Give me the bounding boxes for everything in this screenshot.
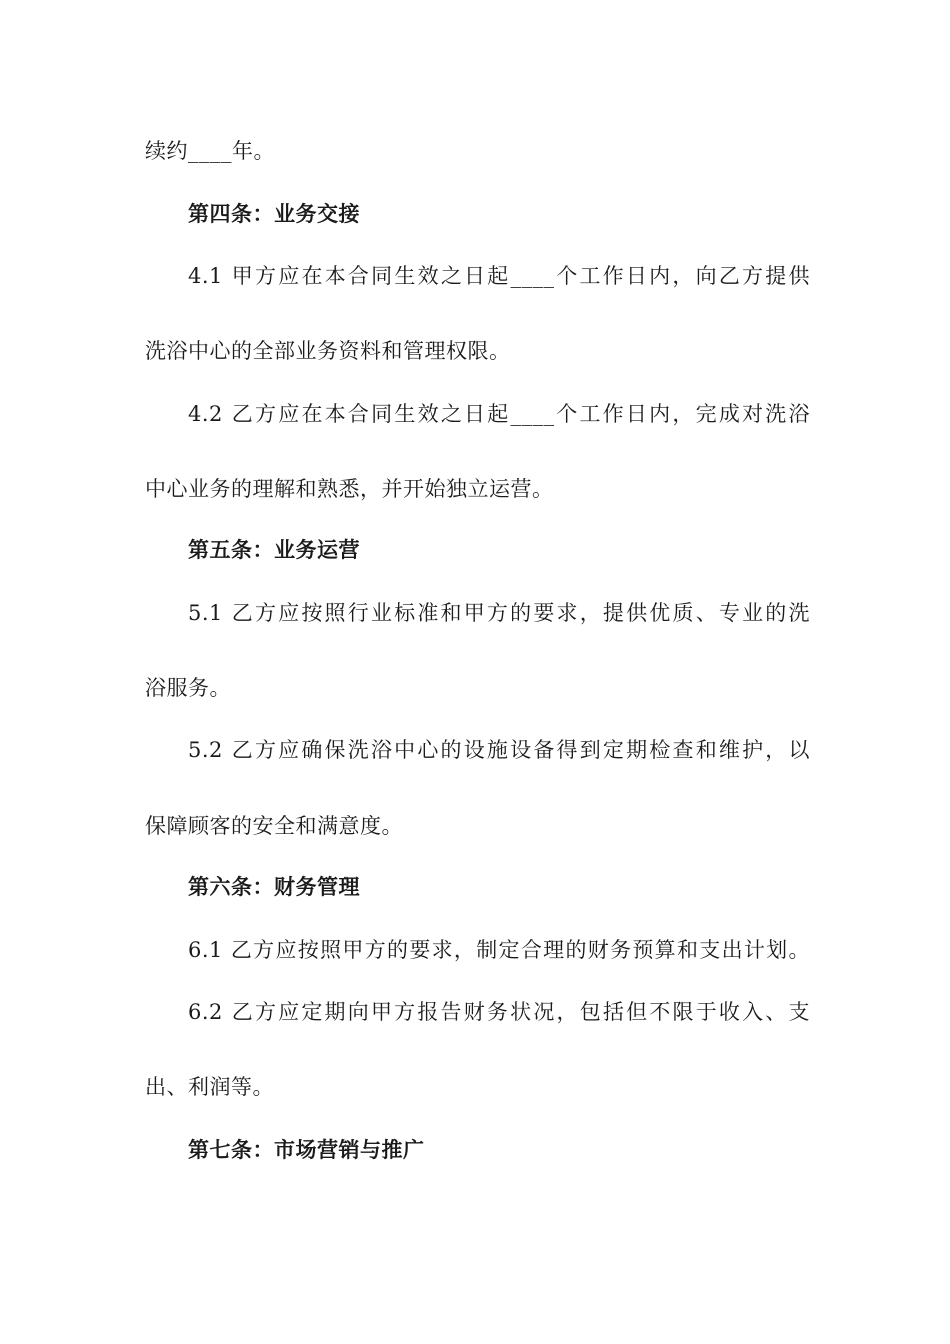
clause-6-1-line-1: 6.1 乙方应按照甲方的要求，制定合理的财务预算和支出计划。 [188,938,810,962]
clause-4-1-line-2: 洗浴中心的全部业务资料和管理权限。 [145,339,511,363]
clause-4-2-line-1: 4.2 乙方应在本合同生效之日起____个工作日内，完成对洗浴 [188,402,810,426]
clause-4-1-line-1: 4.1 甲方应在本合同生效之日起____个工作日内，向乙方提供 [188,264,810,288]
clause-5-2-line-2: 保障顾客的安全和满意度。 [145,814,403,838]
heading-article-5: 第五条：业务运营 [188,537,360,562]
text-line-renewal: 续约____年。 [145,139,275,163]
heading-article-4: 第四条：业务交接 [188,201,360,226]
clause-5-2-line-1: 5.2 乙方应确保洗浴中心的设施设备得到定期检查和维护，以 [188,738,810,762]
clause-6-2-line-2: 出、利润等。 [145,1075,274,1099]
heading-article-6: 第六条：财务管理 [188,874,360,899]
clause-5-1-line-2: 浴服务。 [145,676,231,700]
heading-article-7: 第七条：市场营销与推广 [188,1137,425,1162]
clause-4-2-line-2: 中心业务的理解和熟悉，并开始独立运营。 [145,477,554,501]
clause-6-2-line-1: 6.2 乙方应定期向甲方报告财务状况，包括但不限于收入、支 [188,1000,810,1024]
clause-5-1-line-1: 5.1 乙方应按照行业标准和甲方的要求，提供优质、专业的洗 [188,601,810,625]
